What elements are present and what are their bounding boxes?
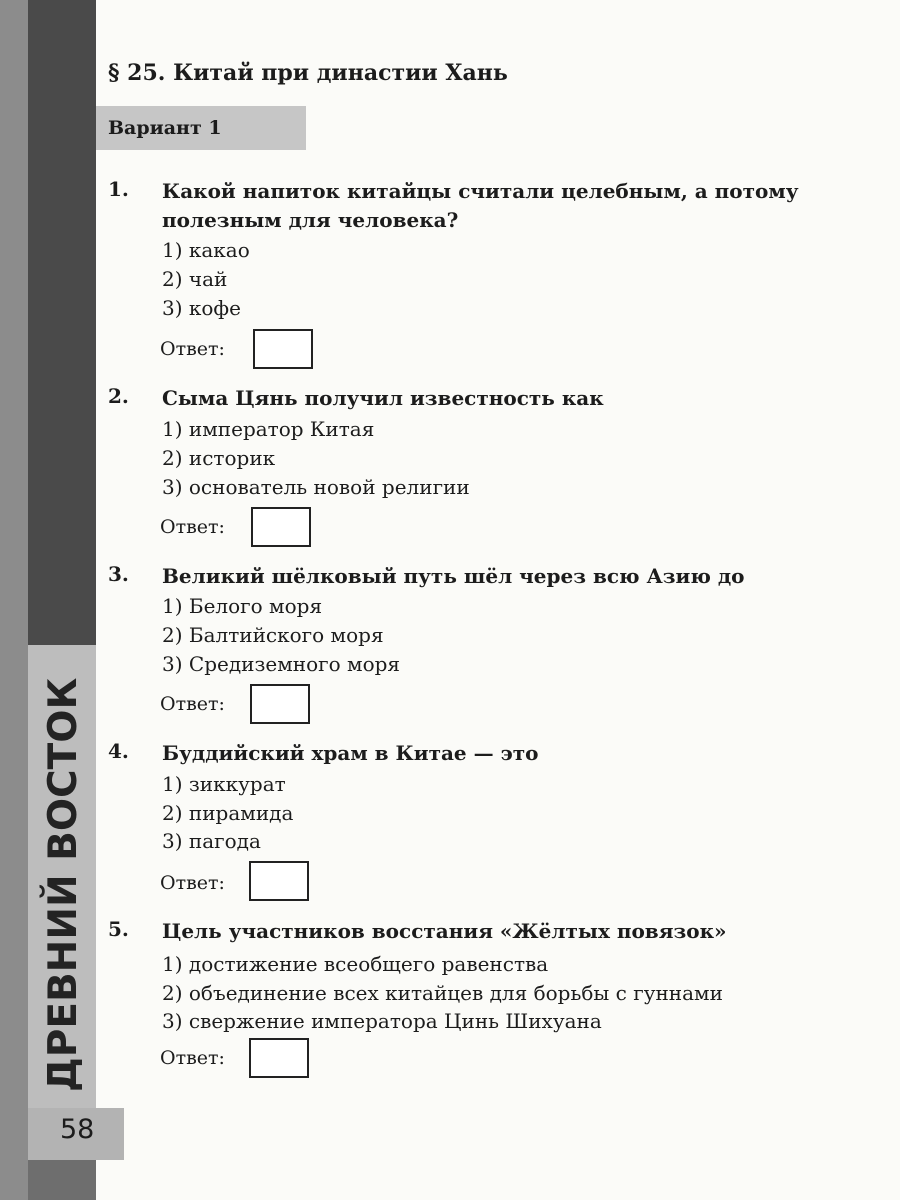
answer-label: Ответ: (160, 516, 225, 538)
answer-label: Ответ: (160, 338, 225, 360)
answer-box[interactable] (253, 329, 313, 369)
question-number: 1. (108, 177, 129, 201)
answer-box[interactable] (249, 1038, 309, 1078)
option-3: 3) основатель новой религии (162, 475, 470, 499)
answer-box[interactable] (251, 507, 311, 547)
option-3: 3) кофе (162, 296, 241, 320)
option-3: 3) Средиземного моря (162, 652, 401, 676)
option-2: 2) историк (162, 446, 276, 470)
sidebar-bottom (28, 1160, 96, 1200)
variant-heading: Вариант 1 (108, 117, 222, 139)
option-1: 1) какао (162, 238, 250, 262)
question-number: 3. (108, 562, 129, 586)
option-2: 2) чай (162, 267, 228, 291)
option-2: 2) Балтийского моря (162, 623, 384, 647)
page-title: § 25. Китай при династии Хань (108, 60, 508, 86)
answer-box[interactable] (250, 684, 310, 724)
question-text: Какой напиток китайцы считали целебным, а потому полезным для человека? (162, 179, 799, 232)
option-1: 1) Белого моря (162, 594, 323, 618)
option-1: 1) зиккурат (162, 772, 286, 796)
question-text: Сыма Цянь получил известность как (162, 386, 604, 410)
option-1: 1) достижение всеобщего равенства (162, 952, 549, 976)
page-edge-strip (0, 0, 28, 1200)
option-1: 1) император Китая (162, 417, 375, 441)
question-number: 5. (108, 917, 129, 941)
question-text: Буддийский храм в Китае — это (162, 741, 539, 765)
question-number: 2. (108, 384, 129, 408)
page-number: 58 (60, 1114, 95, 1145)
question-text: Великий шёлковый путь шёл через всю Азию до (162, 564, 745, 588)
answer-label: Ответ: (160, 872, 225, 894)
question-number: 4. (108, 739, 129, 763)
option-3: 3) свержение императора Цинь Шихуана (162, 1009, 602, 1033)
option-2: 2) объединение всех китайцев для борьбы с гуннами (162, 981, 723, 1005)
answer-box[interactable] (249, 861, 309, 901)
question-text: Цель участников восстания «Жёлтых повязок» (162, 919, 727, 943)
option-3: 3) пагода (162, 829, 261, 853)
section-label: ДРЕВНИЙ ВОСТОК (41, 677, 86, 1092)
answer-label: Ответ: (160, 1047, 225, 1069)
option-2: 2) пирамида (162, 801, 294, 825)
answer-label: Ответ: (160, 693, 225, 715)
